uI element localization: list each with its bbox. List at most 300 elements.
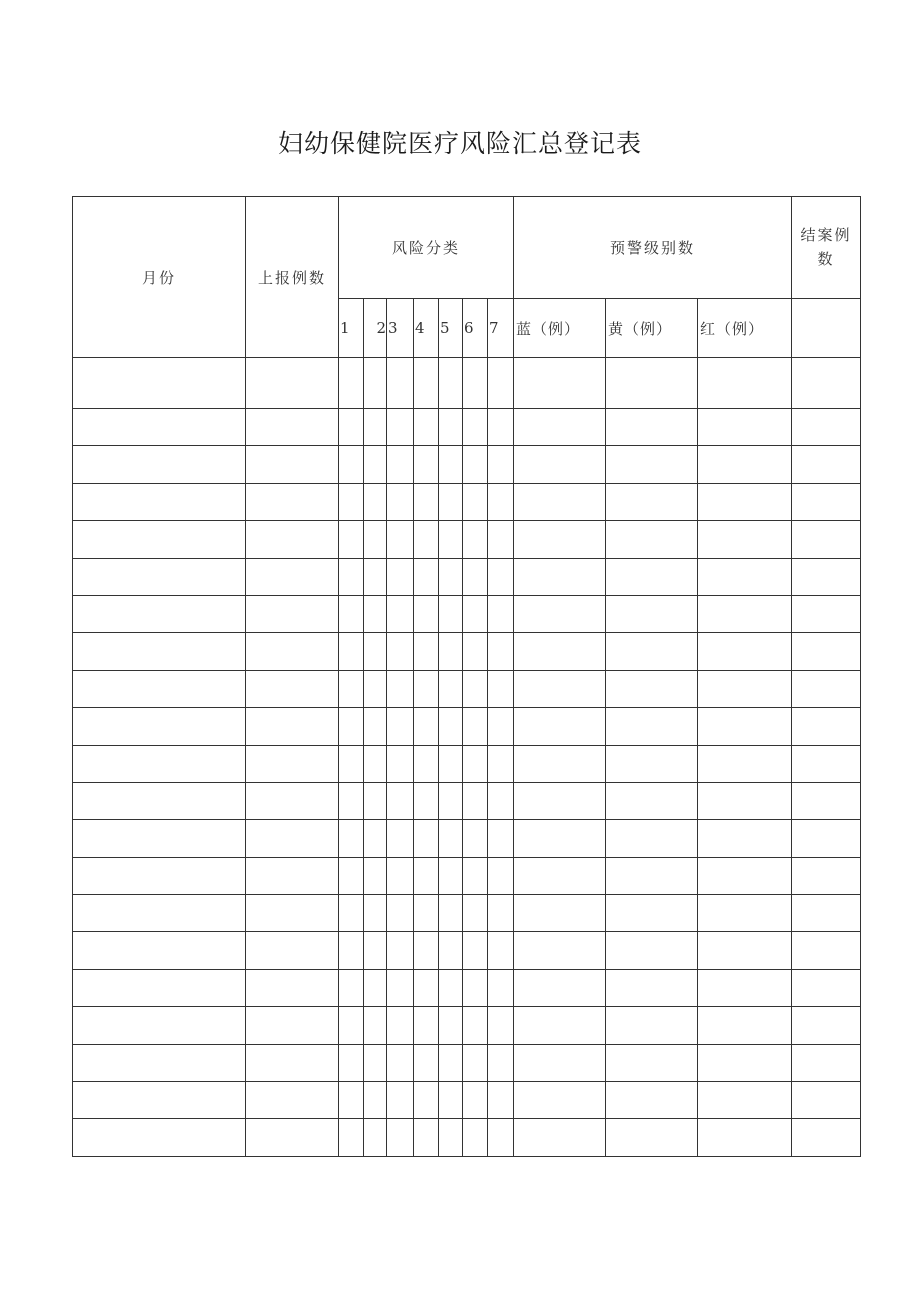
table-cell[interactable] [339, 670, 364, 707]
table-cell[interactable] [698, 895, 792, 932]
table-cell[interactable] [246, 633, 339, 670]
table-cell[interactable] [73, 595, 246, 632]
table-cell[interactable] [246, 1082, 339, 1119]
table-cell[interactable] [698, 595, 792, 632]
table-cell[interactable] [246, 409, 339, 446]
table-cell[interactable] [514, 558, 606, 595]
table-cell[interactable] [698, 820, 792, 857]
table-cell[interactable] [463, 969, 488, 1006]
table-cell[interactable] [73, 670, 246, 707]
table-cell[interactable] [414, 558, 439, 595]
table-cell[interactable] [387, 782, 414, 819]
table-cell[interactable] [246, 745, 339, 782]
table-cell[interactable] [514, 521, 606, 558]
table-cell[interactable] [488, 633, 514, 670]
table-cell[interactable] [414, 1044, 439, 1081]
table-cell[interactable] [792, 969, 861, 1006]
table-row [73, 358, 861, 409]
table-cell[interactable] [463, 1044, 488, 1081]
table-cell[interactable] [606, 782, 698, 819]
table-cell[interactable] [792, 1082, 861, 1119]
table-cell[interactable] [364, 409, 387, 446]
table-cell[interactable] [606, 708, 698, 745]
table-cell[interactable] [439, 745, 463, 782]
table-cell[interactable] [439, 895, 463, 932]
table-cell[interactable] [698, 969, 792, 1006]
table-cell[interactable] [414, 782, 439, 819]
table-cell[interactable] [439, 409, 463, 446]
table-cell[interactable] [364, 820, 387, 857]
table-cell[interactable] [339, 1119, 364, 1156]
table-cell[interactable] [414, 409, 439, 446]
table-cell[interactable] [414, 521, 439, 558]
table-cell[interactable] [792, 782, 861, 819]
table-cell[interactable] [414, 633, 439, 670]
table-cell[interactable] [698, 558, 792, 595]
table-cell[interactable] [364, 358, 387, 409]
table-cell[interactable] [792, 521, 861, 558]
table-cell[interactable] [414, 932, 439, 969]
table-cell[interactable] [488, 595, 514, 632]
table-cell[interactable] [439, 446, 463, 483]
table-cell[interactable] [339, 446, 364, 483]
table-cell[interactable] [698, 1119, 792, 1156]
table-cell[interactable] [364, 1007, 387, 1044]
table-cell[interactable] [514, 857, 606, 894]
table-cell[interactable] [73, 708, 246, 745]
table-cell[interactable] [514, 358, 606, 409]
table-row [73, 521, 861, 558]
table-cell[interactable] [463, 895, 488, 932]
table-cell[interactable] [606, 483, 698, 520]
table-cell[interactable] [792, 358, 861, 409]
table-cell[interactable] [246, 358, 339, 409]
table-cell[interactable] [463, 857, 488, 894]
table-cell[interactable] [339, 558, 364, 595]
table-cell[interactable] [792, 446, 861, 483]
table-cell[interactable] [339, 857, 364, 894]
table-cell[interactable] [488, 521, 514, 558]
table-cell[interactable] [387, 1044, 414, 1081]
table-cell[interactable] [439, 483, 463, 520]
table-cell[interactable] [73, 483, 246, 520]
document-title: 妇幼保健院医疗风险汇总登记表 [277, 129, 642, 158]
table-cell[interactable] [606, 1007, 698, 1044]
table-cell[interactable] [339, 595, 364, 632]
table-cell[interactable] [439, 820, 463, 857]
risk-category-col-6: 6 [463, 299, 488, 358]
table-cell[interactable] [339, 895, 364, 932]
table-cell[interactable] [387, 558, 414, 595]
table-cell[interactable] [606, 857, 698, 894]
table-cell[interactable] [488, 558, 514, 595]
table-cell[interactable] [698, 782, 792, 819]
table-cell[interactable] [606, 670, 698, 707]
table-cell[interactable] [698, 521, 792, 558]
table-cell[interactable] [364, 932, 387, 969]
table-cell[interactable] [73, 1007, 246, 1044]
table-cell[interactable] [514, 595, 606, 632]
table-cell[interactable] [339, 969, 364, 1006]
table-row [73, 670, 861, 707]
table-cell[interactable] [364, 1044, 387, 1081]
header-row-1 [73, 197, 861, 299]
table-cell[interactable] [463, 745, 488, 782]
table-cell[interactable] [488, 782, 514, 819]
table-cell[interactable] [606, 595, 698, 632]
table-cell[interactable] [246, 1007, 339, 1044]
table-cell[interactable] [364, 745, 387, 782]
table-cell[interactable] [387, 857, 414, 894]
table-cell[interactable] [364, 670, 387, 707]
table-cell[interactable] [698, 932, 792, 969]
table-cell[interactable] [364, 558, 387, 595]
table-cell[interactable] [606, 521, 698, 558]
table-cell[interactable] [606, 558, 698, 595]
table-cell[interactable] [606, 969, 698, 1006]
table-cell[interactable] [463, 932, 488, 969]
table-cell[interactable] [792, 745, 861, 782]
table-cell[interactable] [488, 409, 514, 446]
table-cell[interactable] [246, 483, 339, 520]
table-cell[interactable] [606, 745, 698, 782]
table-cell[interactable] [792, 595, 861, 632]
table-cell[interactable] [463, 633, 488, 670]
table-cell[interactable] [792, 558, 861, 595]
table-cell[interactable] [439, 932, 463, 969]
table-cell[interactable] [364, 969, 387, 1006]
table-cell[interactable] [387, 1119, 414, 1156]
table-cell[interactable] [698, 1044, 792, 1081]
table-cell[interactable] [339, 409, 364, 446]
table-row [73, 895, 861, 932]
table-cell[interactable] [73, 932, 246, 969]
table-cell[interactable] [792, 1044, 861, 1081]
table-cell[interactable] [514, 708, 606, 745]
table-cell[interactable] [488, 1082, 514, 1119]
table-cell[interactable] [463, 670, 488, 707]
table-cell[interactable] [439, 558, 463, 595]
table-cell[interactable] [488, 1119, 514, 1156]
table-cell[interactable] [439, 1007, 463, 1044]
warning-level-red: 红（例） [698, 299, 792, 358]
table-cell[interactable] [339, 782, 364, 819]
table-cell[interactable] [698, 745, 792, 782]
table-cell[interactable] [387, 595, 414, 632]
table-cell[interactable] [514, 969, 606, 1006]
table-cell[interactable] [439, 633, 463, 670]
table-cell[interactable] [414, 1007, 439, 1044]
table-cell[interactable] [387, 708, 414, 745]
table-cell[interactable] [514, 745, 606, 782]
table-cell[interactable] [488, 358, 514, 409]
table-cell[interactable] [463, 1082, 488, 1119]
table-cell[interactable] [339, 521, 364, 558]
table-cell[interactable] [792, 895, 861, 932]
table-cell[interactable] [698, 633, 792, 670]
table-cell[interactable] [698, 483, 792, 520]
table-cell[interactable] [439, 1082, 463, 1119]
table-cell[interactable] [463, 1119, 488, 1156]
table-cell[interactable] [387, 1082, 414, 1119]
table-cell[interactable] [606, 895, 698, 932]
table-cell[interactable] [514, 1082, 606, 1119]
table-cell[interactable] [364, 483, 387, 520]
table-cell[interactable] [73, 1119, 246, 1156]
table-cell[interactable] [463, 358, 488, 409]
table-cell[interactable] [339, 1007, 364, 1044]
table-cell[interactable] [463, 820, 488, 857]
table-cell[interactable] [246, 670, 339, 707]
table-cell[interactable] [488, 857, 514, 894]
table-cell[interactable] [246, 446, 339, 483]
table-cell[interactable] [488, 1044, 514, 1081]
table-cell[interactable] [364, 708, 387, 745]
table-cell[interactable] [387, 745, 414, 782]
table-cell[interactable] [73, 1082, 246, 1119]
table-cell[interactable] [414, 483, 439, 520]
table-cell[interactable] [488, 932, 514, 969]
table-cell[interactable] [387, 932, 414, 969]
table-cell[interactable] [364, 1119, 387, 1156]
table-cell[interactable] [488, 745, 514, 782]
table-cell[interactable] [514, 446, 606, 483]
table-cell[interactable] [414, 358, 439, 409]
table-cell[interactable] [698, 857, 792, 894]
table-row [73, 820, 861, 857]
table-cell[interactable] [339, 1082, 364, 1119]
table-cell[interactable] [246, 932, 339, 969]
table-cell[interactable] [488, 1007, 514, 1044]
table-cell[interactable] [439, 969, 463, 1006]
table-cell[interactable] [488, 895, 514, 932]
table-cell[interactable] [246, 595, 339, 632]
table-cell[interactable] [364, 895, 387, 932]
table-cell[interactable] [414, 670, 439, 707]
table-cell[interactable] [246, 1044, 339, 1081]
risk-category-col-2: 2 [364, 299, 387, 358]
table-cell[interactable] [792, 932, 861, 969]
table-cell[interactable] [514, 932, 606, 969]
table-cell[interactable] [439, 521, 463, 558]
risk-category-col-3: 3 [387, 299, 414, 358]
table-cell[interactable] [364, 1082, 387, 1119]
table-cell[interactable] [387, 969, 414, 1006]
table-cell[interactable] [463, 446, 488, 483]
table-row [73, 1007, 861, 1044]
table-cell[interactable] [463, 558, 488, 595]
table-cell[interactable] [246, 1119, 339, 1156]
table-cell[interactable] [339, 483, 364, 520]
table-cell[interactable] [606, 1119, 698, 1156]
table-cell[interactable] [488, 708, 514, 745]
table-cell[interactable] [606, 932, 698, 969]
table-cell[interactable] [364, 595, 387, 632]
header-risk-category: 风险分类 [339, 197, 514, 299]
table-cell[interactable] [414, 820, 439, 857]
table-cell[interactable] [246, 820, 339, 857]
table-cell[interactable] [606, 1044, 698, 1081]
table-cell[interactable] [364, 857, 387, 894]
table-cell[interactable] [792, 670, 861, 707]
table-cell[interactable] [606, 409, 698, 446]
table-cell[interactable] [414, 969, 439, 1006]
table-cell[interactable] [488, 820, 514, 857]
table-cell[interactable] [698, 446, 792, 483]
table-cell[interactable] [339, 745, 364, 782]
table-cell[interactable] [514, 670, 606, 707]
table-cell[interactable] [364, 633, 387, 670]
table-cell[interactable] [387, 895, 414, 932]
table-cell[interactable] [698, 708, 792, 745]
table-cell[interactable] [439, 1119, 463, 1156]
table-cell[interactable] [606, 358, 698, 409]
table-cell[interactable] [414, 745, 439, 782]
table-cell[interactable] [414, 708, 439, 745]
table-cell[interactable] [514, 409, 606, 446]
table-cell[interactable] [73, 745, 246, 782]
table-cell[interactable] [463, 483, 488, 520]
table-cell[interactable] [698, 409, 792, 446]
risk-category-col-7: 7 [488, 299, 514, 358]
table-cell[interactable] [73, 895, 246, 932]
table-cell[interactable] [606, 1082, 698, 1119]
table-row [73, 483, 861, 520]
table-cell[interactable] [514, 782, 606, 819]
risk-category-col-1: 1 [339, 299, 364, 358]
table-cell[interactable] [514, 895, 606, 932]
warning-level-blue: 蓝（例） [514, 299, 606, 358]
table-cell[interactable] [246, 969, 339, 1006]
table-cell[interactable] [439, 595, 463, 632]
table-cell[interactable] [339, 1044, 364, 1081]
table-cell[interactable] [387, 521, 414, 558]
table-row [73, 1044, 861, 1081]
table-cell[interactable] [73, 446, 246, 483]
table-cell[interactable] [439, 857, 463, 894]
table-cell[interactable] [414, 446, 439, 483]
table-cell[interactable] [514, 820, 606, 857]
table-cell[interactable] [463, 708, 488, 745]
table-cell[interactable] [698, 358, 792, 409]
closed-cases-subheader [792, 299, 861, 358]
table-cell[interactable] [73, 1044, 246, 1081]
table-cell[interactable] [514, 633, 606, 670]
table-cell[interactable] [792, 857, 861, 894]
table-cell[interactable] [387, 1007, 414, 1044]
table-row [73, 1119, 861, 1156]
table-cell[interactable] [792, 1119, 861, 1156]
table-cell[interactable] [364, 446, 387, 483]
table-cell[interactable] [606, 446, 698, 483]
table-cell[interactable] [514, 1044, 606, 1081]
table-cell[interactable] [339, 932, 364, 969]
table-cell[interactable] [463, 595, 488, 632]
table-cell[interactable] [387, 670, 414, 707]
table-cell[interactable] [488, 670, 514, 707]
table-cell[interactable] [606, 633, 698, 670]
table-cell[interactable] [73, 558, 246, 595]
table-cell[interactable] [792, 483, 861, 520]
table-cell[interactable] [514, 483, 606, 520]
table-cell[interactable] [387, 483, 414, 520]
table-cell[interactable] [364, 521, 387, 558]
table-cell[interactable] [463, 409, 488, 446]
table-cell[interactable] [246, 558, 339, 595]
table-row [73, 745, 861, 782]
table-cell[interactable] [73, 409, 246, 446]
table-row [73, 708, 861, 745]
table-cell[interactable] [387, 820, 414, 857]
table-cell[interactable] [339, 358, 364, 409]
table-cell[interactable] [792, 1007, 861, 1044]
table-cell[interactable] [364, 782, 387, 819]
table-cell[interactable] [387, 409, 414, 446]
table-cell[interactable] [488, 969, 514, 1006]
table-cell[interactable] [73, 820, 246, 857]
table-cell[interactable] [439, 670, 463, 707]
table-row [73, 595, 861, 632]
table-cell[interactable] [488, 446, 514, 483]
table-cell[interactable] [488, 483, 514, 520]
table-row [73, 409, 861, 446]
table-cell[interactable] [414, 857, 439, 894]
table-cell[interactable] [792, 820, 861, 857]
table-cell[interactable] [463, 1007, 488, 1044]
table-cell[interactable] [73, 358, 246, 409]
table-cell[interactable] [514, 1119, 606, 1156]
table-cell[interactable] [387, 446, 414, 483]
table-cell[interactable] [698, 1082, 792, 1119]
table-cell[interactable] [387, 633, 414, 670]
table-cell[interactable] [792, 708, 861, 745]
table-cell[interactable] [414, 895, 439, 932]
table-cell[interactable] [792, 633, 861, 670]
table-cell[interactable] [339, 708, 364, 745]
table-cell[interactable] [73, 969, 246, 1006]
table-cell[interactable] [73, 521, 246, 558]
table-cell[interactable] [514, 1007, 606, 1044]
table-cell[interactable] [246, 521, 339, 558]
table-cell[interactable] [414, 1119, 439, 1156]
table-cell[interactable] [246, 857, 339, 894]
table-cell[interactable] [246, 708, 339, 745]
table-cell[interactable] [439, 782, 463, 819]
table-row [73, 857, 861, 894]
table-cell[interactable] [414, 595, 439, 632]
table-cell[interactable] [339, 633, 364, 670]
warning-level-yellow: 黄（例） [606, 299, 698, 358]
table-cell[interactable] [73, 782, 246, 819]
table-cell[interactable] [339, 820, 364, 857]
table-cell[interactable] [73, 857, 246, 894]
table-cell[interactable] [73, 633, 246, 670]
table-cell[interactable] [246, 782, 339, 819]
table-cell[interactable] [698, 1007, 792, 1044]
table-cell[interactable] [606, 820, 698, 857]
risk-category-col-5: 5 [439, 299, 463, 358]
table-cell[interactable] [439, 358, 463, 409]
table-cell[interactable] [463, 782, 488, 819]
table-cell[interactable] [792, 409, 861, 446]
table-cell[interactable] [698, 670, 792, 707]
table-cell[interactable] [387, 358, 414, 409]
table-cell[interactable] [439, 1044, 463, 1081]
table-cell[interactable] [246, 895, 339, 932]
table-cell[interactable] [414, 1082, 439, 1119]
table-cell[interactable] [439, 708, 463, 745]
table-cell[interactable] [463, 521, 488, 558]
